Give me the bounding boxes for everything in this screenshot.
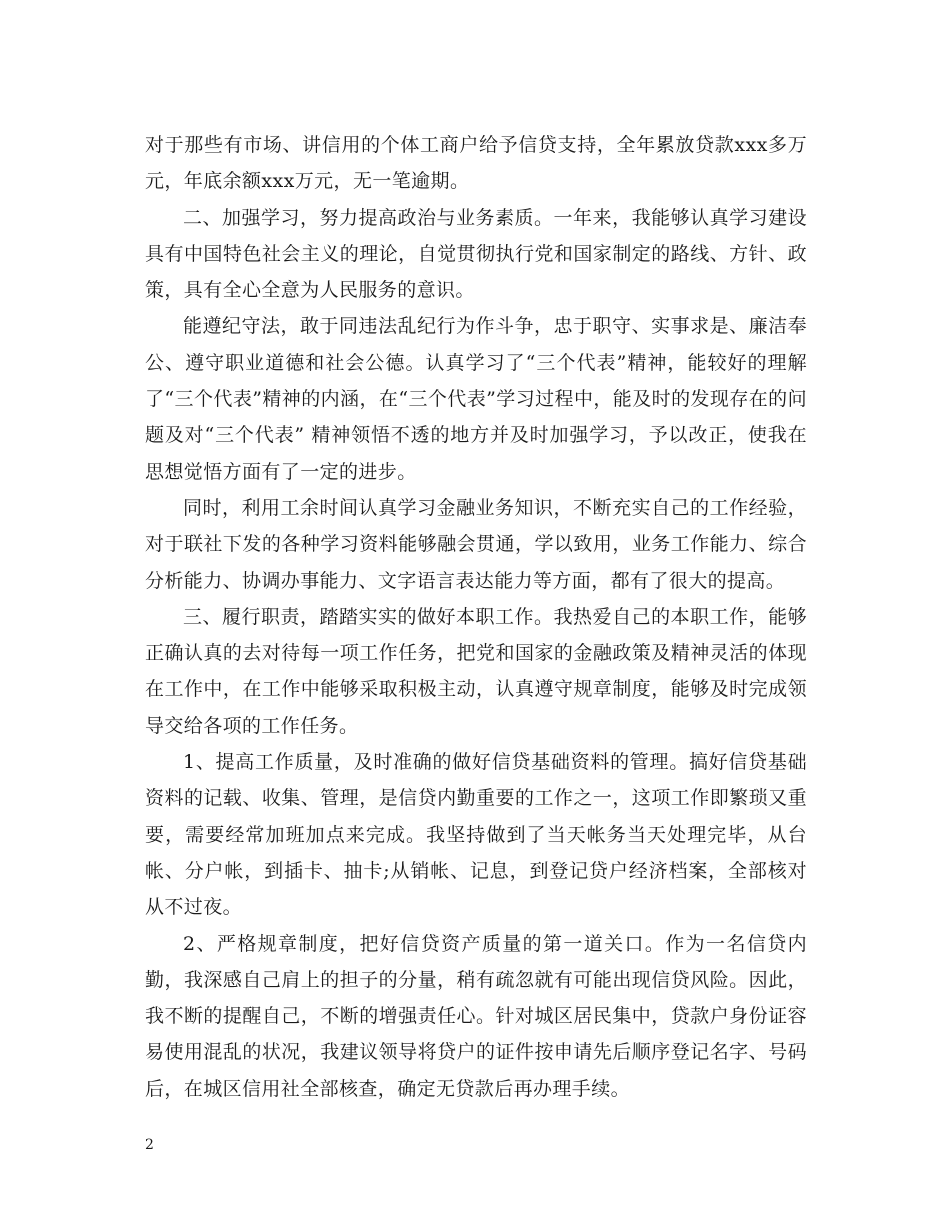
paragraph-6: 1、提高工作质量，及时准确的做好信贷基础资料的管理。搞好信贷基础资料的记载、收集、管理，是信贷内勤重要的工作之一，这项工作即繁琐又重要，需要经常加班加点来完成。我坚持做到了当天帐务当天处理完毕，从台帐、分户帐，到插卡、抽卡;从销帐、记息，到登记贷户经济档案，全部核对从不过夜。: [145, 751, 807, 919]
paragraph-2: 二、加强学习，努力提高政治与业务素质。一年来，我能够认真学习建设具有中国特色社会主义的理论，自觉贯彻执行党和国家制定的路线、方针、政策，具有全心全意为人民服务的意识。: [145, 206, 807, 302]
document-body: [145, 127, 807, 1107]
paragraph-5: 三、履行职责，踏踏实实的做好本职工作。我热爱自己的本职工作，能够正确认真的去对待每一项工作任务，把党和国家的金融政策及精神灵活的体现在工作中，在工作中能够采取积极主动，认真遵守规章制度，能够及时完成领导交给各项的工作任务。: [145, 605, 807, 737]
paragraph-1: 对于那些有市场、讲信用的个体工商户给予信贷支持，全年累放贷款xxx多万元，年底余额xxx万元，无一笔逾期。: [145, 134, 807, 193]
paragraph-7: 2、严格规章制度，把好信贷资产质量的第一道关口。作为一名信贷内勤，我深感自己肩上的担子的分量，稍有疏忽就有可能出现信贷风险。因此，我不断的提醒自己，不断的增强责任心。针对城区居民集中，贷款户身份证容易使用混乱的状况，我建议领导将贷户的证件按申请先后顺序登记名字、号码后，在城区信用社全部核查，确定无贷款后再办理手续。: [145, 932, 807, 1100]
paragraph-3: 能遵纪守法，敢于同违法乱纪行为作斗争，忠于职守、实事求是、廉洁奉公、遵守职业道德和社会公德。认真学习了“三个代表”精神，能较好的理解了“三个代表”精神的内涵，在“三个代表”学习过程中，能及时的发现存在的问题及对“三个代表” 精神领悟不透的地方并及时加强学习，予以改正，使我在思想觉悟方面有了一定的进步。: [145, 315, 807, 483]
paragraph-4: 同时，利用工余时间认真学习金融业务知识，不断充实自己的工作经验，对于联社下发的各种学习资料能够融会贯通，学以致用，业务工作能力、综合分析能力、协调办事能力、文字语言表达能力等方面，都有了很大的提高。: [145, 496, 807, 592]
page-number: 2: [145, 1137, 154, 1153]
